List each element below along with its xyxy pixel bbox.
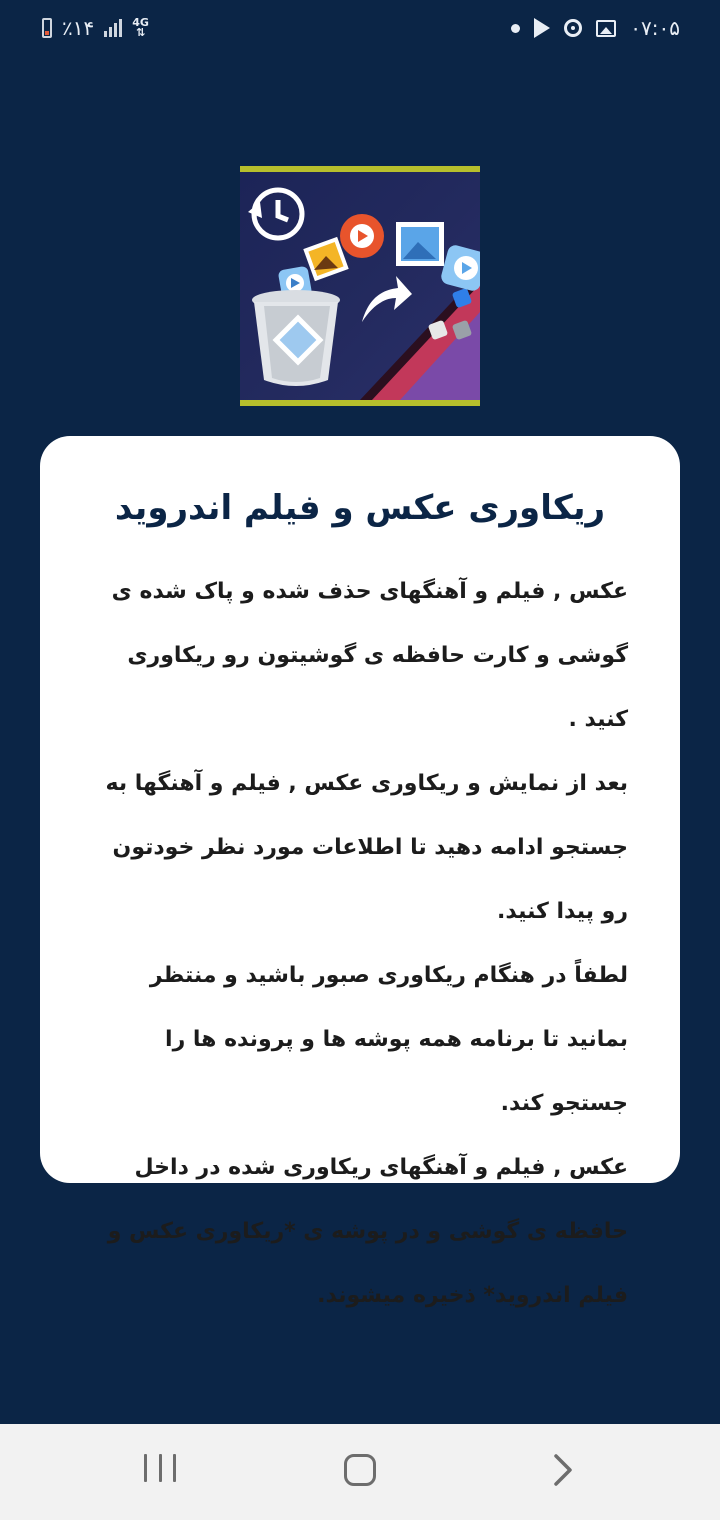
status-right [511, 14, 680, 42]
card-paragraph-1: عکس , فیلم و آهنگهای حذف شده و پاک شده ی گوشی و کارت حافظه ی گوشیتون رو ریکاوری کنید . [111, 579, 628, 732]
navigation-bar [0, 1424, 720, 1520]
home-icon[interactable] [344, 1454, 376, 1486]
battery-level: ٪۱۴ [62, 16, 95, 40]
card-title: ریکاوری عکس و فیلم اندروید [114, 488, 606, 528]
network-type: 4G ⇅ [132, 16, 149, 39]
status-bar [0, 0, 720, 56]
trash-bin-icon [252, 290, 340, 386]
card-paragraph-2: بعد از نمایش و ریکاوری عکس , فیلم و آهنگها به جستجو ادامه دهید تا اطلاعات مورد نظر خودتون رو پیدا کنید. [105, 771, 628, 924]
recents-icon[interactable] [144, 1454, 176, 1484]
status-left [42, 14, 149, 42]
battery-icon [42, 18, 52, 38]
play-store-icon [534, 18, 550, 38]
share-arrow-icon [362, 276, 412, 322]
card-paragraph-4: عکس , فیلم و آهنگهای ریکاوری شده در داخل حافظه ی گوشی و در پوشه ی *ریکاوری عکس و فیلم اندروید* ذخیره میشوند. [107, 1155, 628, 1308]
music-icon [340, 214, 384, 258]
video-icon [440, 244, 480, 293]
phone-icon [360, 272, 480, 400]
card-paragraph-3: لطفاً در هنگام ریکاوری صبور باشید و منتظر بمانید تا برنامه همه پوشه ها و پرونده ها را جستجو کند. [149, 963, 628, 1116]
sync-icon [564, 19, 582, 37]
app-banner-image [240, 166, 480, 406]
signal-icon [104, 19, 122, 37]
gallery-icon [596, 20, 616, 37]
notification-dot-icon [511, 24, 520, 33]
back-icon[interactable] [548, 1454, 578, 1486]
clock: ۰۷:۰۵ [630, 16, 680, 40]
card-body [92, 560, 628, 1328]
